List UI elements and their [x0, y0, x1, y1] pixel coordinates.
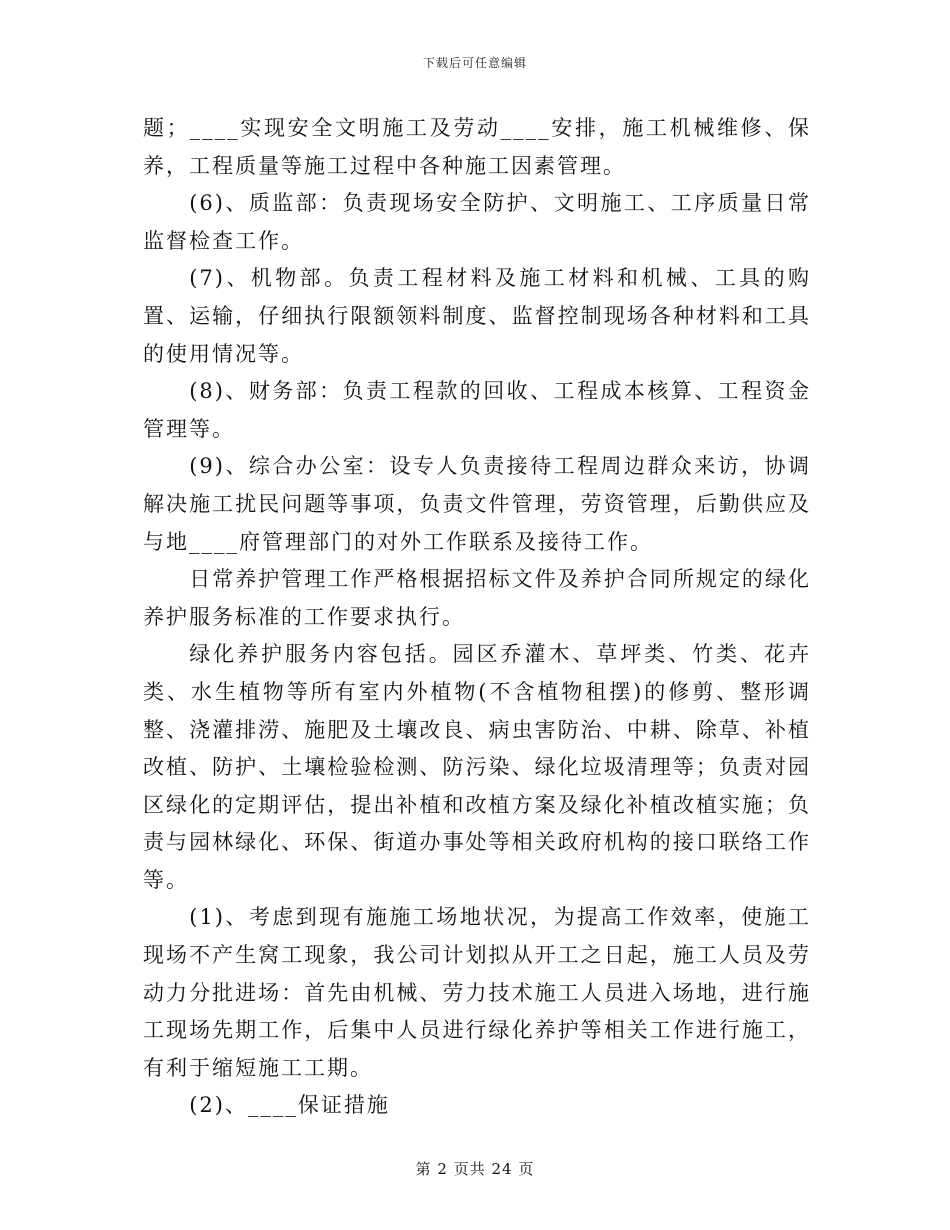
- paragraph-continued-duties: 题；____实现安全文明施工及劳动____安排，施工机械维修、保养，工程质量等施工过程中各种施工因素管理。: [143, 116, 811, 178]
- paragraph-quality-dept: (6)、质监部：负责现场安全防护、文明施工、工序质量日常监督检查工作。: [143, 191, 811, 253]
- page-footer-page-number: 第 2 页共 24 页: [415, 1160, 535, 1178]
- paragraph-staffing-plan: (1)、考虑到现有施施工场地状况，为提高工作效率，使施工现场不产生窝工现象，我公司计划拟从开工之日起，施工人员及劳动力分批进场：首先由机械、劳力技术施工人员进入场地，进行施工现场先期工作，后集中人员进行绿化养护等相关工作进行施工，有利于缩短施工工期。: [143, 905, 811, 1080]
- paragraph-materials-dept: (7)、机物部。负责工程材料及施工材料和机械、工具的购置、运输，仔细执行限额领料制度、监督控制现场各种材料和工具的使用情况等。: [143, 266, 811, 366]
- paragraph-daily-maintenance: 日常养护管理工作严格根据招标文件及养护合同所规定的绿化养护服务标准的工作要求执行。: [143, 567, 811, 629]
- paragraph-guarantee-measures: (2)、____保证措施: [189, 1093, 390, 1118]
- paragraph-greening-scope: 绿化养护服务内容包括。园区乔灌木、草坪类、竹类、花卉类、水生植物等所有室内外植物(不含植物租摆)的修剪、整形调整、浇灌排涝、施肥及土壤改良、病虫害防治、中耕、除草、补植改植、防护、土壤检验检测、防污染、绿化垃圾清理等；负责对园区绿化的定期评估，提出补植和改植方案及绿化补植改植实施；负责与园林绿化、环保、街道办事处等相关政府机构的接口联络工作等。: [143, 642, 811, 892]
- paragraph-general-office: (9)、综合办公室：设专人负责接待工程周边群众来访，协调解决施工扰民问题等事项，负责文件管理，劳资管理，后勤供应及与地____府管理部门的对外工作联系及接待工作。: [143, 454, 811, 554]
- paragraph-finance-dept: (8)、财务部：负责工程款的回收、工程成本核算、工程资金管理等。: [143, 379, 811, 441]
- page-header-note: 下载后可任意编辑: [422, 56, 527, 70]
- document-body: [143, 110, 811, 1125]
